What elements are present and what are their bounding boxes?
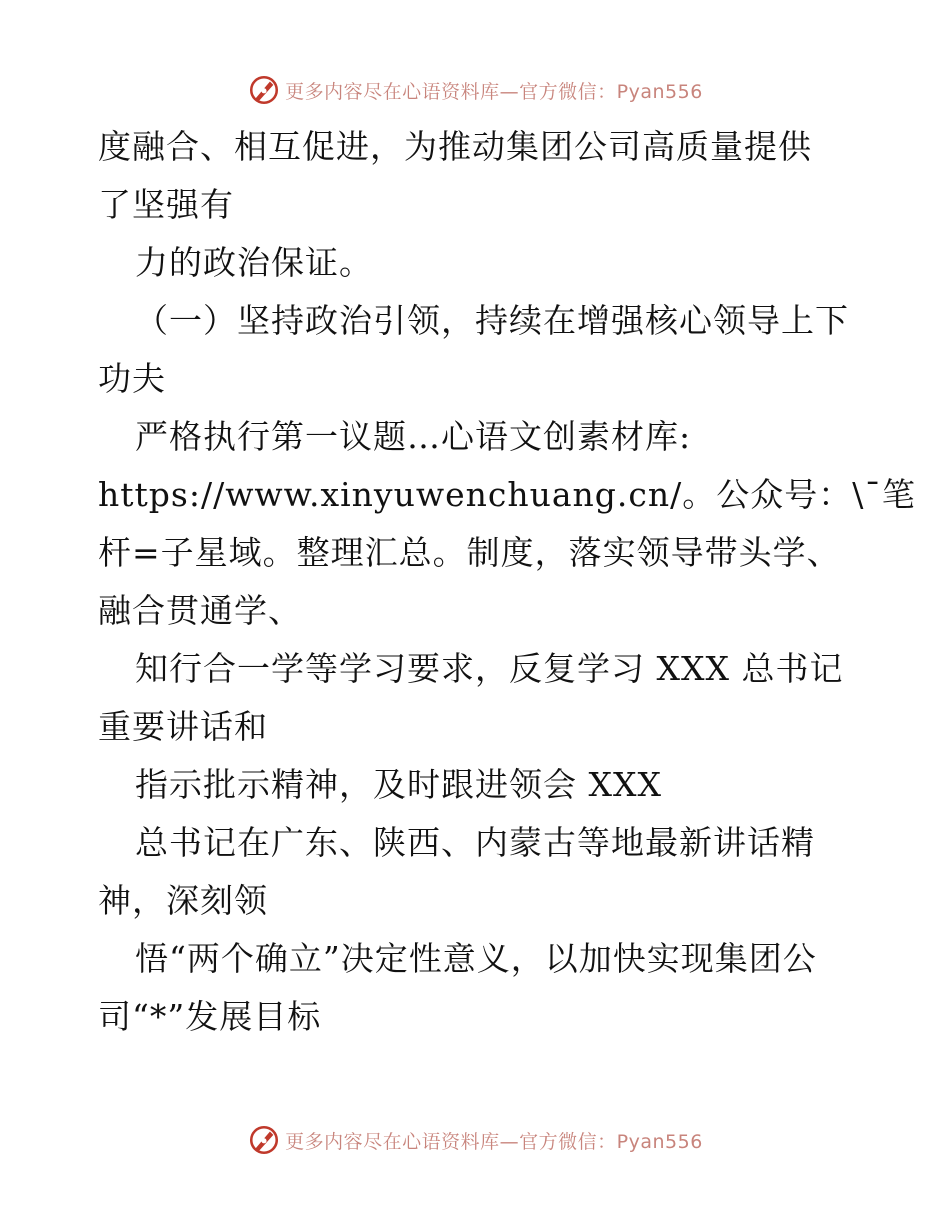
text-line: 度融合、相互促进，为推动集团公司高质量提供 bbox=[98, 127, 812, 166]
text-line: 总书记在广东、陕西、内蒙古等地最新讲话精 bbox=[135, 823, 815, 862]
text-line: 神，深刻领 bbox=[98, 881, 268, 920]
text-line: （一）坚持政治引领，持续在增强核心领导上下 bbox=[135, 301, 849, 340]
text-line: 了坚强有 bbox=[98, 185, 234, 224]
header-banner-text: 更多内容尽在心语资料库—官方微信：Pyan556 bbox=[285, 80, 703, 103]
text-line: https://www.xinyuwenchuang.cn/。公众号：\¯笔 bbox=[98, 475, 916, 514]
text-line: 司“*”发展目标 bbox=[98, 997, 322, 1036]
footer-banner bbox=[0, 1120, 950, 1160]
pen-logo-icon bbox=[247, 1123, 281, 1157]
text-line: 力的政治保证。 bbox=[135, 243, 373, 282]
text-line: 杆=子星域。整理汇总。制度，落实领导带头学、 bbox=[98, 533, 841, 572]
footer-banner-text: 更多内容尽在心语资料库—官方微信：Pyan556 bbox=[285, 1130, 703, 1153]
header-banner bbox=[0, 70, 950, 110]
text-line: 融合贯通学、 bbox=[98, 591, 302, 630]
text-line: 重要讲话和 bbox=[98, 707, 268, 746]
text-line: 严格执行第一议题…心语文创素材库: bbox=[135, 417, 692, 456]
text-line: 知行合一学等学习要求，反复学习 XXX 总书记 bbox=[135, 649, 844, 688]
text-line: 悟“两个确立”决定性意义，以加快实现集团公 bbox=[135, 939, 817, 978]
pen-logo-icon bbox=[247, 73, 281, 107]
text-line: 指示批示精神，及时跟进领会 XXX bbox=[135, 765, 662, 804]
document-body bbox=[98, 118, 916, 1046]
text-line: 功夫 bbox=[98, 359, 166, 398]
